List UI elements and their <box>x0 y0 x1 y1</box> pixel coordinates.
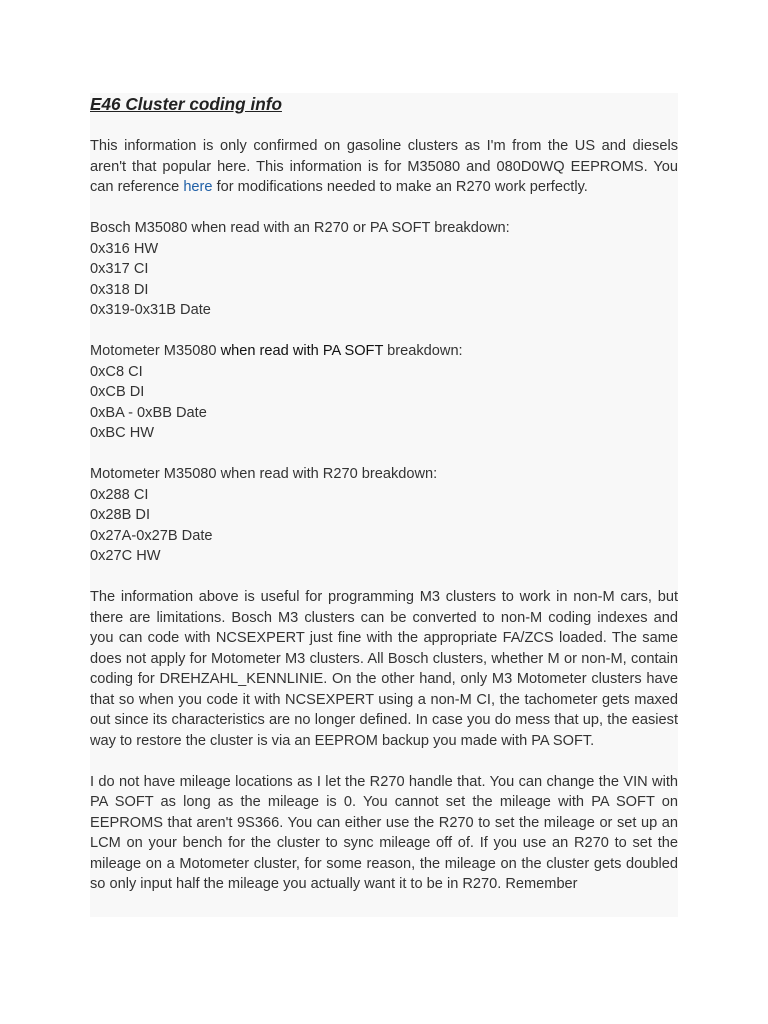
spacer <box>90 321 678 342</box>
motometer-r270-hw-line: 0x27C HW <box>90 548 161 564</box>
intro-paragraph <box>90 136 678 198</box>
spacer <box>90 751 678 772</box>
intro-text: This information is only confirmed on gasoline clusters as I'm from the US and diesels aren't that popular here. This information is for M35080 and 080D0WQ EEPROMS. You can reference <box>90 138 678 195</box>
heading-segment: when read with PA SOFT <box>220 343 384 359</box>
mileage-paragraph: I do not have mileage locations as I let the R270 handle that. You can change the VIN with PA SOFT as long as the mileage is 0. You cannot set the mileage with PA SOFT on EEPROMS that aren't 9S366. You can either use the R270 to set the mileage or set up an LCM on your bench for the cluster to sync mileage off of. If you use an R270 to set the mileage on a Motometer cluster, for some reason, the mileage on the cluster gets doubled so only input half the mileage you actually want it to be in R270. Remember <box>90 773 678 892</box>
heading-segment: Motometer M35080 <box>90 343 221 359</box>
bosch-heading: Bosch M35080 when read with an R270 or PA SOFT breakdown: <box>90 220 510 236</box>
bosch-hw-line: 0x316 HW <box>90 240 159 257</box>
document-content <box>90 93 678 895</box>
motometer-r270-ci-line: 0x288 CI <box>90 486 149 503</box>
spacer <box>90 444 678 465</box>
heading-segment: breakdown: <box>383 343 463 359</box>
bosch-breakdown <box>90 218 678 321</box>
motometer-pasoft-di-line: 0xCB DI <box>90 384 145 400</box>
reference-link[interactable]: here <box>183 179 213 195</box>
spacer <box>90 115 678 136</box>
intro-text-end: for modifications needed to make an R270 work perfectly. <box>212 179 588 195</box>
bosch-date-line: 0x319-0x31B Date <box>90 302 211 318</box>
spacer <box>90 567 678 588</box>
document-page <box>90 93 678 917</box>
document-title: E46 Cluster coding info <box>90 94 282 114</box>
spacer <box>90 198 678 219</box>
motometer-pasoft-breakdown <box>90 341 678 444</box>
motometer-pasoft-heading <box>90 341 678 362</box>
motometer-r270-di-line: 0x28B DI <box>90 507 151 523</box>
motometer-pasoft-date-line: 0xBA - 0xBB Date <box>90 404 207 421</box>
bosch-ci-line: 0x317 CI <box>90 261 149 277</box>
bosch-di-line: 0x318 DI <box>90 281 149 298</box>
motometer-r270-date-line: 0x27A-0x27B Date <box>90 527 213 544</box>
programming-paragraph: The information above is useful for programming M3 clusters to work in non-M cars, but there are limitations. Bosch M3 clusters can be converted to non-M coding indexes and you can code with NCSEXPERT just fine with the appropriate FA/ZCS loaded. The same does not apply for Motometer M3 clusters. All Bosch clusters, whether M or non-M, contain coding for DREHZAHL_KENNLINIE. On the other hand, only M3 Motometer clusters have that so when you code it with NCSEXPERT using a non-M CI, the tachometer gets maxed out since its characteristics are no longer defined. In case you do mess that up, the easiest way to restore the cluster is via an EEPROM backup you made with PA SOFT. <box>90 589 678 749</box>
motometer-pasoft-hw-line: 0xBC HW <box>90 425 155 441</box>
motometer-r270-breakdown <box>90 464 678 567</box>
motometer-r270-heading: Motometer M35080 when read with R270 breakdown: <box>90 466 438 482</box>
motometer-pasoft-ci-line: 0xC8 CI <box>90 363 143 380</box>
